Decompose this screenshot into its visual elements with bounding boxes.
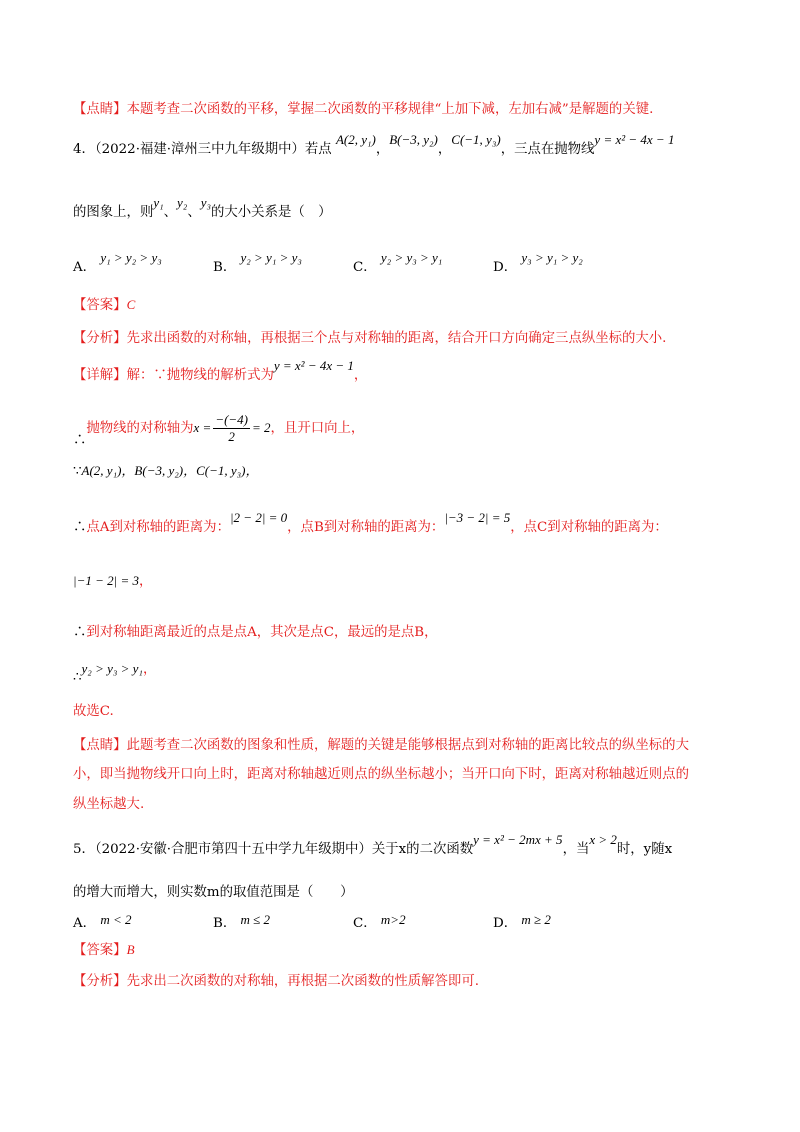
q5-analysis	[73, 973, 479, 991]
q4-comment-2: 小，即当抛物线开口向上时，距离对称轴越近则点的纵坐标越小；当开口向下时，距离对称轴越近则点的	[73, 767, 689, 782]
q4-detail-2	[73, 410, 364, 447]
therefore-symbol: ∴	[73, 670, 82, 685]
q4-detail-7b: ，	[142, 662, 157, 677]
q5-stem-line2	[73, 884, 354, 902]
q4-parabola: y = x² − 4x − 1	[594, 132, 675, 147]
q4-detail-7	[73, 660, 157, 685]
q4-detail-8	[73, 703, 114, 721]
q4-option-c	[353, 250, 443, 275]
q4-detail-1b: y = x² − 4x − 1	[273, 358, 354, 373]
q4-detail-1a: 解：∵抛物线的解析式为	[126, 368, 274, 383]
q4-axis-fraction	[213, 412, 250, 445]
q4-detail-4a: 点A到对称轴的距离为：	[86, 520, 230, 535]
q5-source: （2022·安徽·合肥市第四十五中学九年级期中）关于x的二次函数	[94, 842, 474, 857]
q4-y3: y₃	[200, 195, 212, 210]
q4-detail-1	[73, 358, 368, 385]
q4-comment-line2	[73, 766, 689, 784]
q3-comment	[73, 101, 653, 119]
q4-y2: y₂	[177, 195, 188, 210]
q5-option-c-letter: C．	[353, 916, 377, 931]
q4-detail-8-text: 故选C.	[73, 704, 114, 719]
q4-detail-3	[73, 462, 258, 481]
q4-answer	[73, 296, 135, 315]
q5-stem-line1	[73, 832, 673, 859]
q5-function: y = x² − 2mx + 5	[473, 832, 563, 847]
q4-option-b	[213, 250, 302, 275]
q5-analysis-label: 【分析】	[73, 974, 127, 989]
q3-comment-text: 本题考查二次函数的平移，掌握二次函数的平移规律“上加下减，左加右减”是解题的关键.	[126, 102, 654, 117]
therefore-symbol: ∴	[73, 625, 87, 640]
q4-detail-3-points: A(2, y₁)，B(−3, y₂)，C(−1, y₃)，	[81, 463, 259, 478]
q4-option-a-expr: y₁ > y₂ > y₃	[100, 250, 162, 265]
q5-when: ，当	[562, 842, 590, 857]
q4-analysis-text: 先求出函数的对称轴，再根据三个点与对称轴的距离，结合开口方向确定三点纵坐标的大小.	[126, 331, 667, 346]
therefore-symbol: ∴	[73, 433, 87, 448]
q4-detail-7-expr: y₂ > y₃ > y₁	[81, 661, 143, 676]
q5-option-b-letter: B．	[213, 916, 237, 931]
q4-answer-label: 【答案】	[73, 298, 127, 313]
q4-option-a-letter: A．	[73, 260, 97, 275]
q5-line2: 的增大而增大，则实数m的取值范围是（ ）	[73, 885, 354, 900]
q4-line2-pre: 的图象上，则	[73, 205, 154, 220]
q4-point-a: A(2, y₁)	[335, 132, 376, 147]
q5-option-d	[493, 912, 551, 931]
q5-option-a	[73, 912, 132, 931]
q4-comment-3: 纵坐标越大.	[73, 797, 145, 812]
q5-answer-label: 【答案】	[73, 943, 127, 958]
q5-option-d-letter: D．	[493, 916, 518, 931]
q4-comment-label: 【点睛】	[73, 738, 127, 753]
q4-comment-line3	[73, 796, 144, 814]
q4-line2-post: 的大小关系是（ ）	[211, 205, 332, 220]
q4-point-b: B(−3, y₂)	[389, 132, 438, 147]
q4-detail-2a: 抛物线的对称轴为	[86, 421, 194, 436]
q4-detail-4b: |2 − 2| = 0	[229, 510, 288, 525]
q4-option-d-expr: y₃ > y₁ > y₂	[521, 250, 583, 265]
q4-source: （2022·福建·漳州三中九年级期中）若点	[94, 142, 332, 157]
q4-option-d-letter: D．	[493, 260, 518, 275]
q4-detail-5-expr: |−1 − 2| = 3	[73, 573, 139, 588]
q4-fraction-num: −(−4)	[215, 412, 249, 427]
q5-option-c	[353, 912, 406, 931]
q4-number: 4．	[73, 142, 95, 157]
q4-detail-4e: ，点C到对称轴的距离为：	[510, 520, 668, 535]
q5-after: 时，y随x	[616, 842, 673, 857]
q4-option-b-letter: B．	[213, 260, 237, 275]
q4-detail-2x: x =	[193, 420, 212, 435]
q4-detail-4	[73, 510, 668, 537]
q4-detail-6-text: 到对称轴距离最近的点是点A，其次是点C，最远的是点B，	[86, 625, 438, 640]
q5-answer-value: B	[126, 942, 135, 957]
q5-option-a-letter: A．	[73, 916, 97, 931]
q4-detail-4d: |−3 − 2| = 5	[444, 510, 511, 525]
q4-detail-6	[73, 624, 438, 642]
q4-detail-5: |−1 − 2| = 3，	[73, 573, 153, 589]
q4-detail-4c: ，点B到对称轴的距离为：	[287, 520, 445, 535]
therefore-symbol: ∴	[73, 520, 87, 535]
q4-stem-line1: 4．（2022·福建·漳州三中九年级期中）若点 A(2, y₁)，B(−3, y₂)，C(−1, y₃)，三点在抛物线y = x² − 4x − 1	[73, 132, 675, 157]
q4-sep-1: 、	[163, 205, 178, 220]
q4-stem-line2	[73, 195, 332, 222]
q4-comment-1: 此题考查二次函数的图象和性质，解题的关键是能够根据点到对称轴的距离比较点的纵坐标的大	[126, 738, 689, 753]
q4-option-d	[493, 250, 583, 275]
q5-option-c-expr: m>2	[380, 912, 406, 927]
q5-option-d-expr: m ≥ 2	[521, 912, 551, 927]
q4-fraction-den: 2	[228, 429, 235, 444]
q5-condition: x > 2	[589, 832, 617, 847]
q4-on-parabola: ，三点在抛物线	[500, 142, 595, 157]
q3-comment-label: 【点睛】	[73, 102, 127, 117]
q4-detail-2b: ，且开口向上，	[270, 421, 365, 436]
q4-detail-label: 【详解】	[73, 368, 127, 383]
q4-comment-line1	[73, 737, 689, 755]
q4-analysis	[73, 330, 666, 348]
q4-option-c-letter: C．	[353, 260, 377, 275]
q5-number: 5．	[73, 842, 95, 857]
q5-option-b-expr: m ≤ 2	[240, 912, 271, 927]
q5-analysis-text: 先求出二次函数的对称轴，再根据二次函数的性质解答即可.	[126, 974, 479, 989]
q4-analysis-label: 【分析】	[73, 331, 127, 346]
q5-option-b	[213, 912, 270, 931]
q4-answer-value: C	[126, 297, 136, 312]
q4-option-c-expr: y₂ > y₃ > y₁	[380, 250, 443, 265]
q5-answer	[73, 941, 135, 960]
q4-option-a	[73, 250, 162, 275]
because-symbol: ∵	[73, 464, 82, 479]
q4-sep-2: 、	[187, 205, 201, 220]
q4-y1: y₁	[153, 195, 164, 210]
q5-option-a-expr: m < 2	[100, 912, 132, 927]
q4-option-b-expr: y₂ > y₁ > y₃	[240, 250, 302, 265]
q4-point-c: C(−1, y₃)	[451, 132, 501, 147]
q4-detail-1c: ，	[353, 368, 368, 383]
q4-detail-2eq: = 2	[252, 420, 271, 435]
